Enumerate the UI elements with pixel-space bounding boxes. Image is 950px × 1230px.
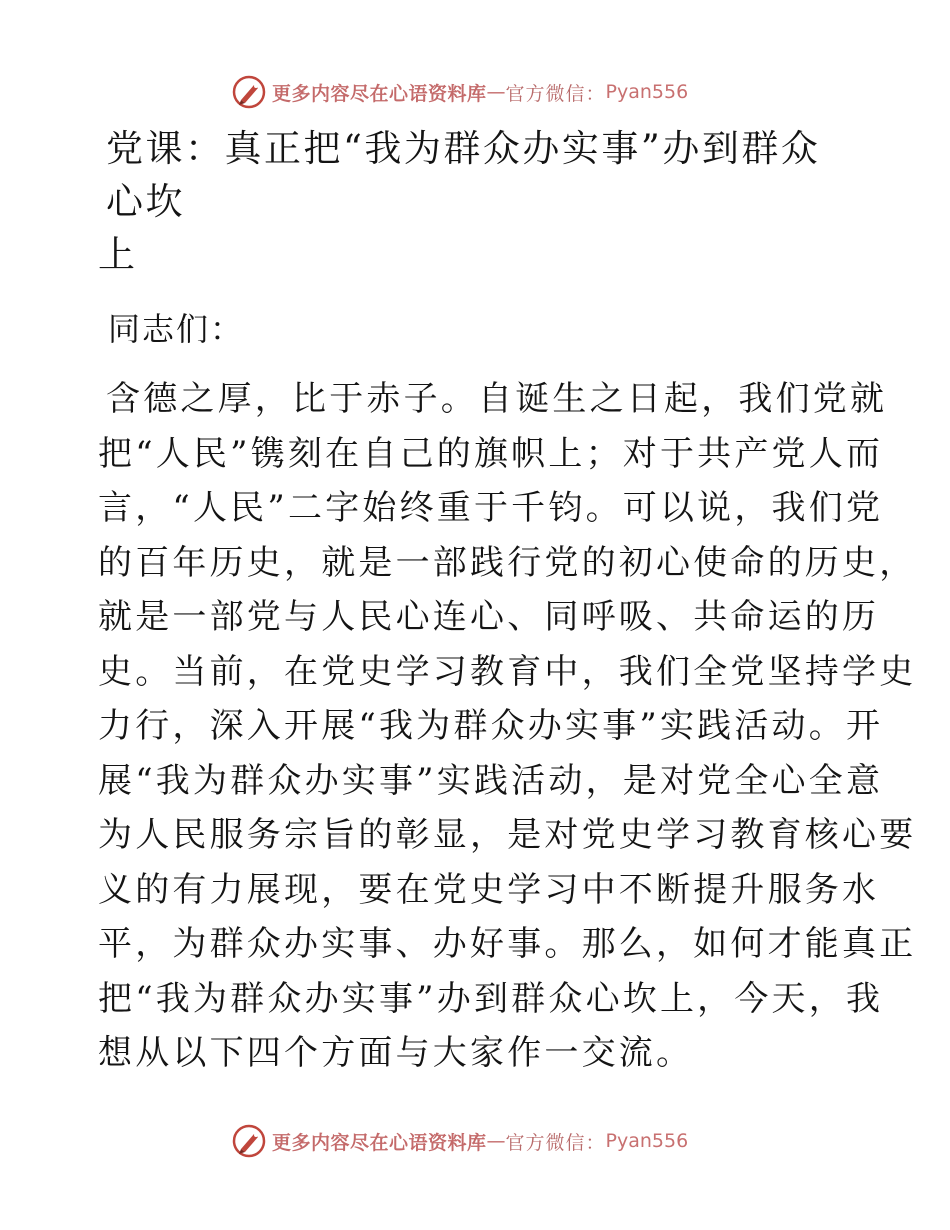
paragraph-line: 力行，深入开展“我为群众办实事”实践活动。开 (98, 706, 884, 746)
document-title (98, 122, 854, 281)
title-line: 党课：真正把“我为群众办实事”办到群众心坎 (106, 127, 821, 223)
watermark-wechat-id: Pyan556 (605, 81, 689, 103)
pen-logo-icon (232, 75, 266, 109)
salutation: 同志们： (108, 310, 245, 348)
paragraph-line: 义的有力展现，要在党史学习中不断提升服务水 (98, 869, 880, 910)
paragraph-line: 平，为群众办实事、办好事。那么，如何才能真正 (98, 924, 917, 964)
watermark-dash: — (486, 1130, 506, 1152)
paragraph-line: 把“人民”镌刻在自己的旗帜上；对于共产党人而 (98, 433, 884, 474)
footer-watermark (232, 1121, 688, 1161)
title-line: 上 (98, 233, 138, 276)
paragraph-line: 含德之厚，比于赤子。自诞生之日起，我们党就 (106, 379, 888, 419)
watermark-dash: — (486, 81, 506, 103)
paragraph-line: 史。当前，在党史学习教育中，我们全党坚持学史 (98, 651, 917, 692)
paragraph-line: 展“我为群众办实事”实践活动，是对党全心全意 (98, 760, 884, 801)
paragraph-line: 言，“人民”二字始终重于千钧。可以说，我们党 (98, 488, 884, 528)
watermark-wechat-id: Pyan556 (605, 1130, 689, 1152)
paragraph-line: 为人民服务宗旨的彰显，是对党史学习教育核心要 (98, 815, 917, 855)
watermark-sub-text: 官方微信： (505, 82, 606, 105)
watermark-site-text: 更多内容尽在心语资料库 (272, 1131, 487, 1154)
pen-logo-icon (232, 1124, 266, 1158)
paragraph-line: 把“我为群众办实事”办到群众心坎上，今天，我 (98, 978, 884, 1019)
paragraph-line: 就是一部党与人民心连心、同呼吸、共命运的历 (98, 597, 880, 637)
paragraph-line: 想从以下四个方面与大家作一交流。 (98, 1033, 694, 1073)
document-body (98, 122, 917, 1081)
watermark-site-text: 更多内容尽在心语资料库 (272, 82, 487, 105)
paragraph-line: 的百年历史，就是一部践行党的初心使命的历史， (98, 542, 917, 583)
paragraph (98, 372, 917, 1081)
header-watermark (232, 72, 688, 112)
watermark-sub-text: 官方微信： (505, 1131, 606, 1154)
